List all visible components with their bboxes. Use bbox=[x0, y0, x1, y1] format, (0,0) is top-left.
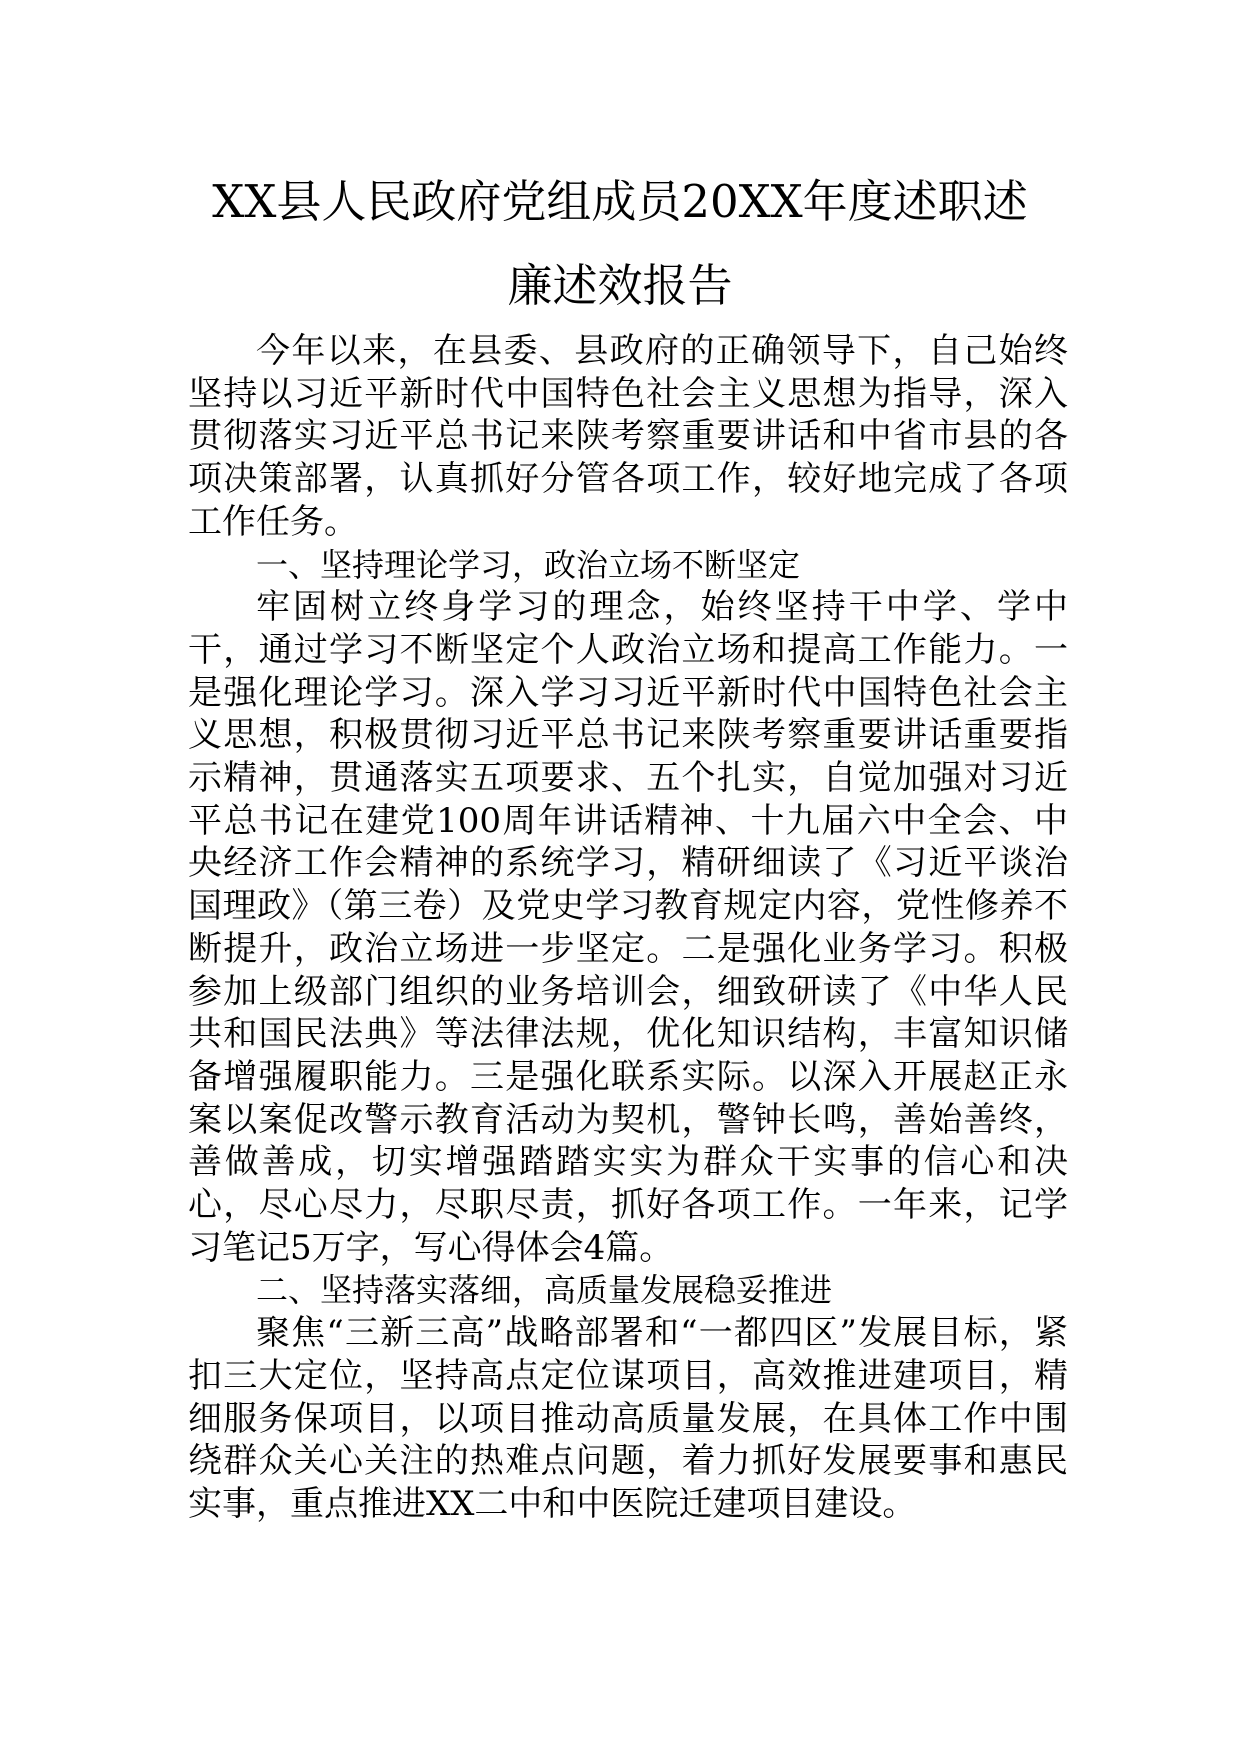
document-title-line-2: 廉述效报告 bbox=[507, 259, 733, 312]
paragraph-section-1: 牢固树立终身学习的理念，始终坚持干中学、学中干，通过学习不断坚定个人政治立场和提高工作能力。一是强化理论学习。深入学习习近平新时代中国特色社会主义思想，积极贯彻习近平总书记来陕考察重要讲话重要指示精神，贯通落实五项要求、五个扎实，自觉加强对习近平总书记在建党100周年讲话精神、十九届六中全会、中央经济工作会精神的系统学习，精研细读了《习近平谈治国理政》（第三卷）及党史学习教育规定内容，党性修养不断提升，政治立场进一步坚定。二是强化业务学习。积极参加上级部门组织的业务培训会，细致研读了《中华人民共和国民法典》等法律法规，优化知识结构，丰富知识储备增强履职能力。三是强化联系实际。以深入开展赵正永案以案促改警示教育活动为契机，警钟长鸣，善始善终，善做善成，切实增强踏踏实实为群众干实事的信心和决心，尽心尽力，尽职尽责，抓好各项工作。一年来，记学习笔记5万字，写心得体会4篇。 bbox=[188, 587, 1068, 1268]
paragraph-intro: 今年以来，在县委、县政府的正确领导下，自己始终坚持以习近平新时代中国特色社会主义思想为指导，深入贯彻落实习近平总书记来陕考察重要讲话和中省市县的各项决策部署，认真抓好分管各项工作，较好地完成了各项工作任务。 bbox=[188, 331, 1068, 542]
section-heading-2: 二、坚持落实落细，高质量发展稳妥推进 bbox=[256, 1271, 833, 1310]
document-body bbox=[188, 330, 1068, 1526]
section-heading-1: 一、坚持理论学习，政治立场不断坚定 bbox=[256, 545, 801, 584]
paragraph-section-2: 聚焦“三新三高”战略部署和“一都四区”发展目标，紧扣三大定位，坚持高点定位谋项目，高效推进建项目，精细服务保项目，以项目推动高质量发展，在具体工作中围绕群众关心关注的热难点问题，着力抓好发展要事和惠民实事，重点推进XX二中和中医院迁建项目建设。 bbox=[188, 1313, 1068, 1524]
document-title-line-1: XX县人民政府党组成员20XX年度述职述 bbox=[212, 175, 1028, 228]
